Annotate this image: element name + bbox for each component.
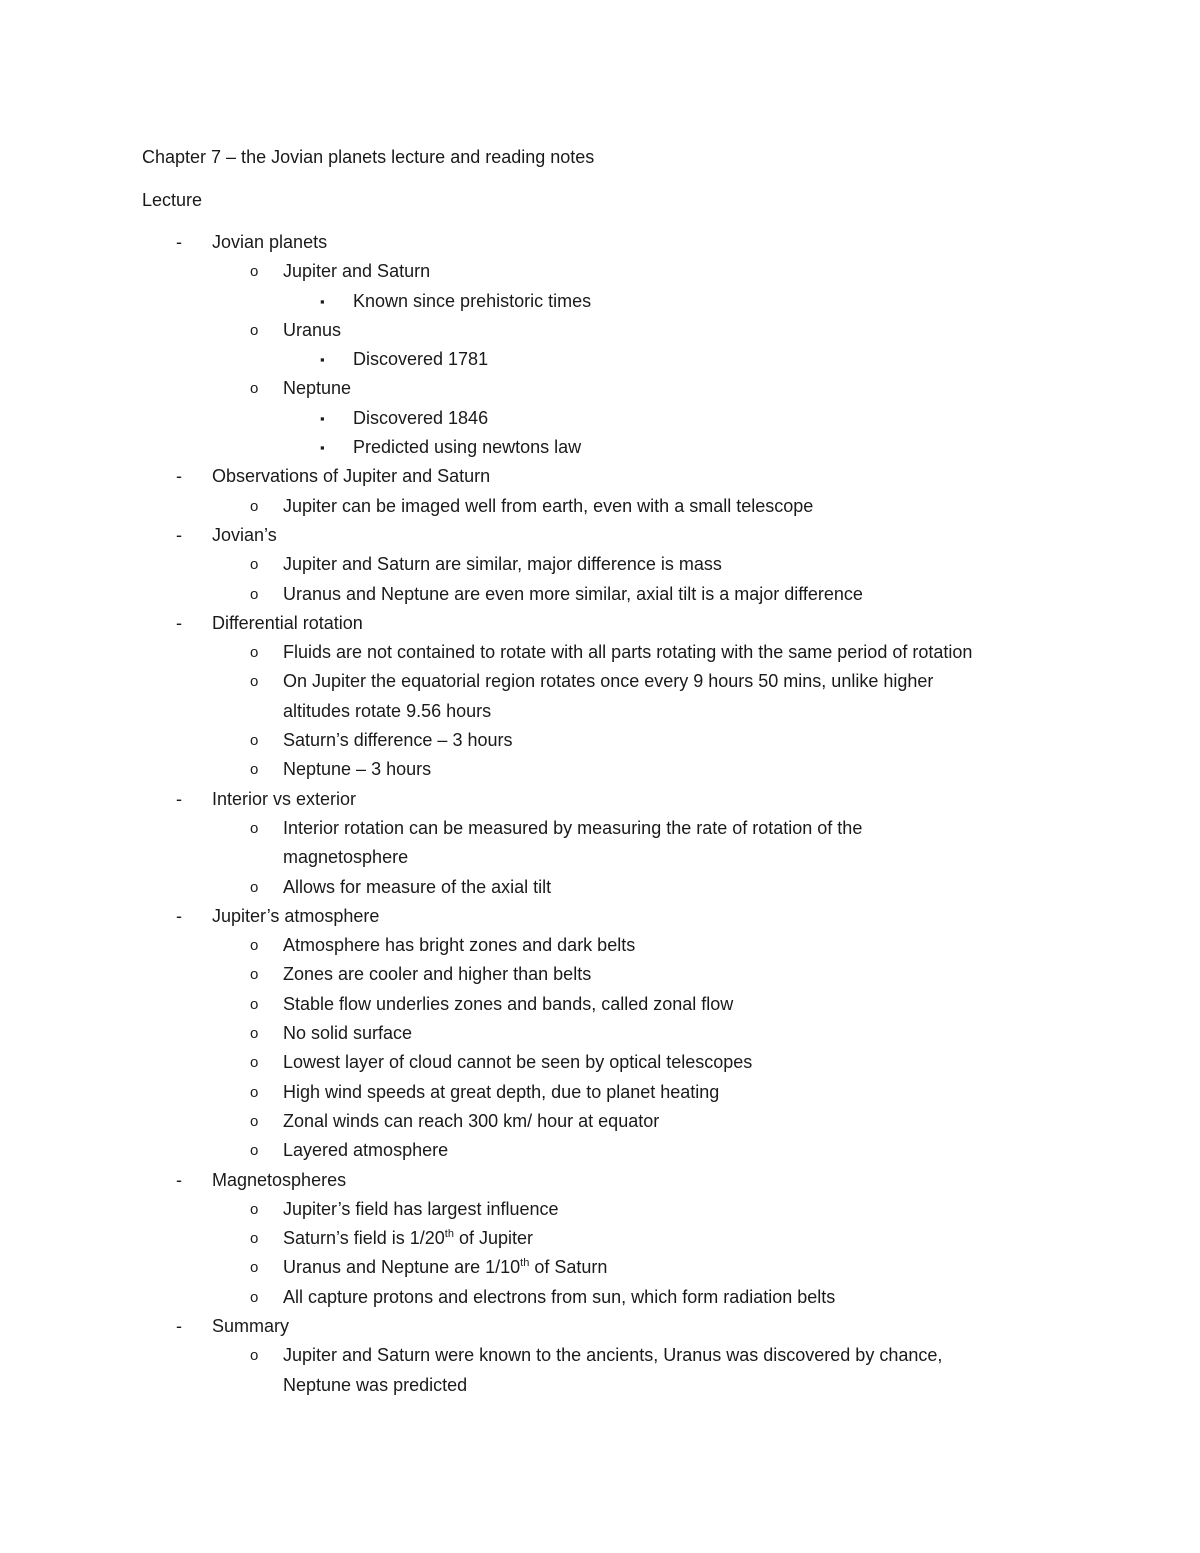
outline-item-level-2 (0, 1136, 1200, 1165)
outline-text (353, 433, 581, 462)
outline-item-level-3 (0, 345, 1200, 374)
circle-bullet: o (250, 673, 259, 691)
outline-text (283, 374, 351, 403)
outline-text (283, 697, 491, 726)
outline-text (283, 1019, 412, 1048)
circle-bullet: o (250, 761, 259, 779)
outline-text (283, 1195, 559, 1224)
outline-text (283, 1078, 719, 1107)
outline-text-main: Uranus and Neptune are even more similar, axial tilt is a major difference (283, 583, 863, 604)
outline-item-level-2 (0, 1283, 1200, 1312)
dash-bullet: - (176, 232, 182, 252)
outline-text (212, 1312, 289, 1341)
circle-bullet: o (250, 1288, 259, 1306)
outline-text-main: Magnetospheres (212, 1169, 347, 1190)
dash-bullet: - (176, 524, 182, 545)
outline-item-level-2 (0, 257, 1200, 286)
outline-text-main: Jovian planets (212, 232, 328, 252)
outline-text-main: Discovered 1846 (353, 407, 489, 428)
outline-text (283, 726, 512, 755)
outline-text-main: Atmosphere has bright zones and dark belts (283, 935, 636, 956)
ordinal-superscript: th (444, 1228, 454, 1241)
outline-text-after: of Jupiter (453, 1228, 533, 1249)
dash-bullet: - (176, 788, 182, 809)
outline-text-main: Fluids are not contained to rotate with all parts rotating with the same period of rotation (283, 642, 973, 663)
outline-text-main: Jupiter’s atmosphere (212, 905, 380, 926)
outline-item-level-2 (0, 550, 1200, 579)
outline-text-main: Layered atmosphere (283, 1140, 449, 1161)
circle-bullet: o (250, 497, 259, 515)
outline-text-main: Allows for measure of the axial tilt (283, 876, 552, 897)
square-bullet-icon: ▪ (320, 440, 325, 456)
outline-text (283, 990, 733, 1019)
outline-text (212, 609, 363, 638)
outline-text (283, 492, 813, 521)
outline-text (212, 1166, 346, 1195)
outline-item-level-2 (0, 374, 1200, 403)
circle-bullet: o (250, 263, 259, 281)
outline-text-main: Summary (212, 1315, 290, 1336)
outline-text (283, 550, 722, 579)
outline-text-main: Jovian’s (212, 524, 277, 545)
circle-bullet: o (250, 1083, 259, 1101)
dash-bullet: - (176, 1169, 182, 1190)
circle-bullet: o (250, 995, 259, 1013)
outline-item-level-2 (0, 1048, 1200, 1077)
outline-text-main: No solid surface (283, 1023, 413, 1044)
outline-text-after: of Saturn (529, 1257, 608, 1278)
outline-line-continuation (0, 697, 1200, 726)
ordinal-superscript: th (520, 1257, 530, 1270)
circle-bullet: o (250, 1347, 259, 1365)
outline-text-main: Discovered 1781 (353, 349, 489, 370)
outline-text (283, 1341, 942, 1370)
outline-text (283, 1048, 752, 1077)
outline-item-level-2 (0, 990, 1200, 1019)
outline-text (283, 1283, 835, 1312)
outline-line-continuation (0, 843, 1200, 872)
outline-item-level-3 (0, 433, 1200, 462)
outline-text-main: Jupiter and Saturn are similar, major difference is mass (283, 554, 722, 575)
outline-item-level-1 (0, 462, 1200, 491)
outline-text-main: Interior vs exterior (212, 788, 357, 809)
outline-text (283, 1253, 607, 1282)
outline-text (283, 843, 408, 872)
circle-bullet: o (250, 937, 259, 955)
outline-text-main: Neptune (283, 378, 352, 399)
circle-bullet: o (250, 1259, 259, 1277)
circle-bullet: o (250, 1230, 259, 1248)
outline-text (212, 521, 277, 550)
outline-text (283, 316, 341, 345)
circle-bullet: o (250, 1025, 259, 1043)
outline-text (283, 873, 551, 902)
outline-item-level-2 (0, 1341, 1200, 1370)
outline-text-main: Neptune was predicted (283, 1374, 468, 1395)
outline-text-main: Jupiter and Saturn (283, 261, 431, 282)
outline-text (353, 287, 591, 316)
outline-item-level-2 (0, 316, 1200, 345)
outline-text (283, 580, 863, 609)
outline-text-main: Lowest layer of cloud cannot be seen by optical telescopes (283, 1052, 753, 1073)
outline-text (283, 755, 431, 784)
circle-bullet: o (250, 556, 259, 574)
outline-text-main: Known since prehistoric times (353, 290, 592, 311)
circle-bullet: o (250, 321, 259, 339)
outline-text-main: Differential rotation (212, 612, 363, 633)
outline-text-main: Jupiter and Saturn were known to the ancients, Uranus was discovered by chance, (283, 1345, 943, 1366)
outline-text-main: Saturn’s difference – 3 hours (283, 730, 513, 751)
square-bullet-icon: ▪ (320, 293, 325, 309)
outline-text-main: Zonal winds can reach 300 km/ hour at equator (283, 1110, 660, 1131)
outline-text (212, 785, 356, 814)
circle-bullet: o (250, 966, 259, 984)
outline-text (283, 814, 862, 843)
circle-bullet: o (250, 1054, 259, 1072)
outline-item-level-1 (0, 1312, 1200, 1341)
outline-item-level-2 (0, 638, 1200, 667)
outline-text (212, 228, 327, 257)
outline-text-main: magnetosphere (283, 847, 409, 868)
outline-text (353, 404, 488, 433)
square-bullet-icon: ▪ (320, 352, 325, 368)
circle-bullet: o (250, 878, 259, 896)
outline-text-main: Uranus (283, 319, 342, 340)
outline-text (283, 1224, 533, 1253)
dash-bullet: - (176, 612, 182, 633)
outline-text-main: Zones are cooler and higher than belts (283, 964, 592, 985)
circle-bullet: o (250, 1112, 259, 1130)
outline-text (283, 638, 972, 667)
outline-line-continuation (0, 1371, 1200, 1400)
outline-item-level-2 (0, 492, 1200, 521)
outline-item-level-3 (0, 287, 1200, 316)
outline-text-main: Stable flow underlies zones and bands, called zonal flow (283, 993, 734, 1014)
outline-item-level-1 (0, 521, 1200, 550)
dash-bullet: - (176, 466, 182, 487)
outline-text (283, 1136, 448, 1165)
outline-text-main: All capture protons and electrons from sun, which form radiation belts (283, 1286, 836, 1307)
outline-text (283, 931, 635, 960)
circle-bullet: o (250, 1200, 259, 1218)
lecture-outline (0, 228, 1200, 1400)
outline-item-level-2 (0, 873, 1200, 902)
outline-item-level-2 (0, 1107, 1200, 1136)
outline-item-level-2 (0, 1195, 1200, 1224)
outline-item-level-2 (0, 580, 1200, 609)
outline-text (212, 902, 379, 931)
circle-bullet: o (250, 380, 259, 398)
square-bullet-icon: ▪ (320, 410, 325, 426)
dash-bullet: - (176, 1315, 182, 1336)
outline-item-level-2 (0, 1253, 1200, 1282)
outline-item-level-1 (0, 1166, 1200, 1195)
outline-item-level-3 (0, 404, 1200, 433)
dash-bullet: - (176, 905, 182, 926)
outline-text-main: Jupiter’s field has largest influence (283, 1198, 559, 1219)
outline-item-level-2 (0, 667, 1200, 696)
outline-item-level-1 (0, 785, 1200, 814)
outline-text (283, 1107, 659, 1136)
outline-text-main: Interior rotation can be measured by measuring the rate of rotation of the (283, 817, 863, 838)
outline-text-main: Neptune – 3 hours (283, 759, 432, 780)
outline-item-level-2 (0, 960, 1200, 989)
document-title: Chapter 7 – the Jovian planets lecture and reading notes (142, 147, 595, 167)
outline-item-level-2 (0, 814, 1200, 843)
section-heading-lecture: Lecture (142, 190, 203, 210)
circle-bullet: o (250, 585, 259, 603)
outline-text (353, 345, 488, 374)
outline-text (283, 257, 430, 286)
outline-item-level-2 (0, 726, 1200, 755)
outline-text-main: High wind speeds at great depth, due to planet heating (283, 1081, 720, 1102)
outline-item-level-1 (0, 902, 1200, 931)
circle-bullet: o (250, 1142, 259, 1160)
outline-item-level-1 (0, 228, 1200, 257)
outline-text (283, 1371, 467, 1400)
outline-item-level-1 (0, 609, 1200, 638)
outline-text (212, 462, 490, 491)
outline-text-main: Predicted using newtons law (353, 437, 582, 458)
outline-item-level-2 (0, 1078, 1200, 1107)
outline-text-main: On Jupiter the equatorial region rotates once every 9 hours 50 mins, unlike higher (283, 671, 934, 692)
circle-bullet: o (250, 732, 259, 750)
outline-text-main: Uranus and Neptune are 1/10 (283, 1257, 521, 1278)
outline-item-level-2 (0, 1019, 1200, 1048)
outline-item-level-2 (0, 1224, 1200, 1253)
outline-text-main: Saturn’s field is 1/20 (283, 1228, 445, 1249)
outline-text-main: Observations of Jupiter and Saturn (212, 466, 491, 487)
circle-bullet: o (250, 644, 259, 662)
outline-item-level-2 (0, 931, 1200, 960)
outline-text (283, 960, 591, 989)
outline-item-level-2 (0, 755, 1200, 784)
outline-text-main: Jupiter can be imaged well from earth, even with a small telescope (283, 495, 814, 516)
outline-text-main: altitudes rotate 9.56 hours (283, 700, 492, 721)
outline-text (283, 667, 933, 696)
circle-bullet: o (250, 819, 259, 837)
